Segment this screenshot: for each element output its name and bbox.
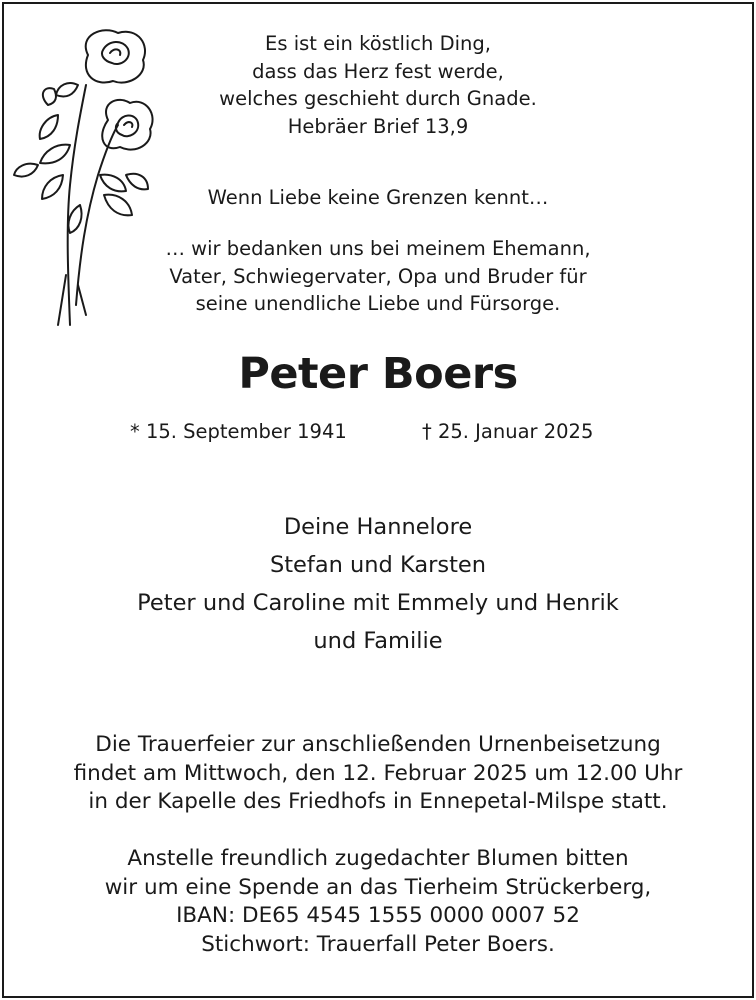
mourner-line: Stefan und Karsten <box>269 552 487 578</box>
verse-line: welches geschieht durch Gnade. <box>219 87 537 110</box>
donation-line: Anstelle freundlich zugedachter Blumen bitten <box>127 846 629 871</box>
deceased-name: Peter Boers <box>238 349 518 399</box>
verse-line: Es ist ein köstlich Ding, <box>265 32 491 55</box>
thanks-line: … wir bedanken uns bei meinem Ehemann, <box>165 237 591 260</box>
ceremony-line: in der Kapelle des Friedhofs in Ennepetal-Milspe statt. <box>88 789 668 814</box>
donation-info <box>0 845 756 959</box>
birth-date: * 15. September 1941 <box>130 420 347 443</box>
mourners-list <box>0 508 756 660</box>
life-dates <box>0 418 756 448</box>
mourner-line: und Familie <box>313 628 443 654</box>
thanks-line: Vater, Schwiegervater, Opa und Bruder für <box>169 264 587 288</box>
ceremony-line: findet am Mittwoch, den 12. Februar 2025 um 12.00 Uhr <box>73 760 683 786</box>
thanks-text <box>0 235 756 318</box>
ceremony-info <box>0 731 756 817</box>
ceremony-line: Die Trauerfeier zur anschließenden Urnenbeisetzung <box>95 732 661 757</box>
donation-line: wir um eine Spende an das Tierheim Strückerberg, <box>104 874 652 900</box>
death-date: † 25. Januar 2025 <box>422 420 594 443</box>
verse-line: dass das Herz fest werde, <box>252 59 504 83</box>
motto-line: Wenn Liebe keine Grenzen kennt… <box>207 186 549 209</box>
bible-verse <box>0 30 756 140</box>
verse-reference: Hebräer Brief 13,9 <box>287 114 469 138</box>
thanks-line: seine unendliche Liebe und Fürsorge. <box>195 292 561 315</box>
donation-iban: IBAN: DE65 4545 1555 0000 0007 52 <box>176 903 580 928</box>
mourner-line: Deine Hannelore <box>283 514 473 540</box>
mourner-line: Peter und Caroline mit Emmely und Henrik <box>137 590 619 616</box>
donation-keyword: Stichwort: Trauerfall Peter Boers. <box>201 931 555 957</box>
